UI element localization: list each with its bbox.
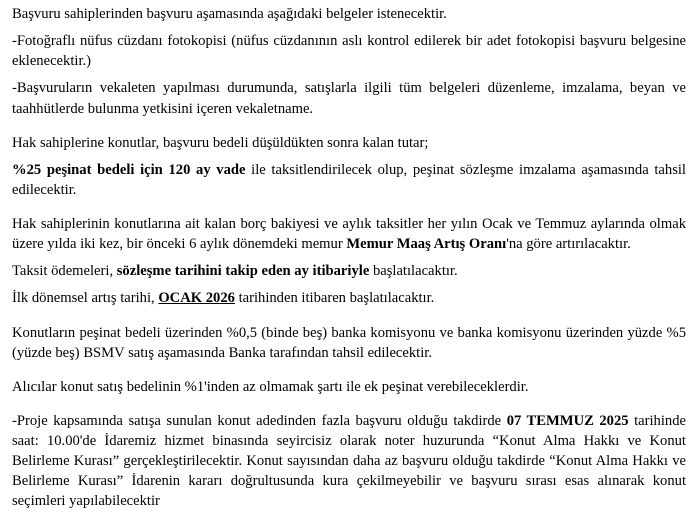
emphasized-text: Memur Maaş Artış Oranı <box>346 236 507 253</box>
emphasized-text <box>158 290 235 306</box>
spacer <box>12 254 686 261</box>
spacer <box>12 397 686 411</box>
paragraph-lottery: -Proje kapsamında satışa sunulan konut adedinden fazla başvuru olduğu takdirde 07 TEMMUZ 2025 tarihinde saat: 10.00'de İdaremiz hizmet binasında seyircisiz olarak noter huzurunda “Konut Alma Hakkı ve Konut Belirleme Kurası” gerçekleştirilecektir. Konut sayısından daha az başvuru olduğu takdirde “Konut Alma Hakkı ve Belirleme Kurası” İdarenin kararı doğrultusunda kura çekilmeyebilir ve başvuru sırası esas alınarak konut seçimleri yapılabilecektir <box>12 412 686 510</box>
paragraph-extra-downpayment: Alıcılar konut satış bedelinin %1'inden az olmamak şartı ile ek peşinat verebileceklerdir. <box>12 378 529 395</box>
paragraph-intro: Başvuru sahiplerinden başvuru aşamasında aşağıdaki belgeler istenecektir. <box>12 6 447 22</box>
paragraph-remaining-amount: Hak sahiplerine konutlar, başvuru bedeli düşüldükten sonra kalan tutar; <box>12 134 429 151</box>
paragraph-photo-id: -Fotoğraflı nüfus cüzdanı fotokopisi (nüfus cüzdanının aslı kontrol edilerek bir adet fotokopisi başvuru belgesine eklenecektir.) <box>12 33 686 70</box>
spacer <box>12 200 686 214</box>
spacer <box>12 71 686 78</box>
paragraph-commission: Konutların peşinat bedeli üzerinden %0,5 (binde beş) banka komisyonu ve banka komisyonu üzerinden yüzde %5 (yüzde beş) BSMV satış aşamasında Banka tarafından tahsil edilecektir. <box>12 324 686 361</box>
spacer <box>12 309 686 323</box>
emphasized-text: sözleşme tarihini takip eden ay itibariyle <box>116 263 370 280</box>
paragraph-payment-start: Taksit ödemeleri, sözleşme tarihini takip eden ay itibariyle başlatılacaktır. <box>12 263 458 280</box>
spacer <box>12 363 686 377</box>
spacer <box>12 24 686 31</box>
spacer <box>12 119 686 133</box>
paragraph-salary-increase: Hak sahiplerinin konutlarına ait kalan borç bakiyesi ve aylık taksitler her yılın Ocak ve Temmuz aylarında olmak üzere yılda iki kez, bir önceki 6 aylık dönemdeki memur Memur Maaş Artış Oranı'na göre artırılacaktır. <box>12 216 686 253</box>
paragraph-proxy: -Başvuruların vekaleten yapılması durumunda, satışlarla ilgili tüm belgeleri düzenleme, imzalama, beyan ve taahhütlerde bulunma yetkisini içeren vekaletname. <box>12 80 686 117</box>
paragraph-first-increase-date: İlk dönemsel artış tarihi, OCAK 2026 tarihinden itibaren başlatılacaktır. <box>12 290 435 307</box>
paragraph-installment-terms: %25 peşinat bedeli için 120 ay vade ile taksitlendirilecek olup, peşinat sözleşme imzalama aşamasında tahsil edilecektir. <box>12 161 686 198</box>
underlined-text: OCAK 2026 <box>158 290 235 307</box>
emphasized-text: 07 TEMMUZ 2025 <box>506 412 629 429</box>
spacer <box>12 281 686 288</box>
spacer <box>12 153 686 160</box>
emphasized-text: %25 peşinat bedeli için 120 ay vade <box>12 161 246 178</box>
